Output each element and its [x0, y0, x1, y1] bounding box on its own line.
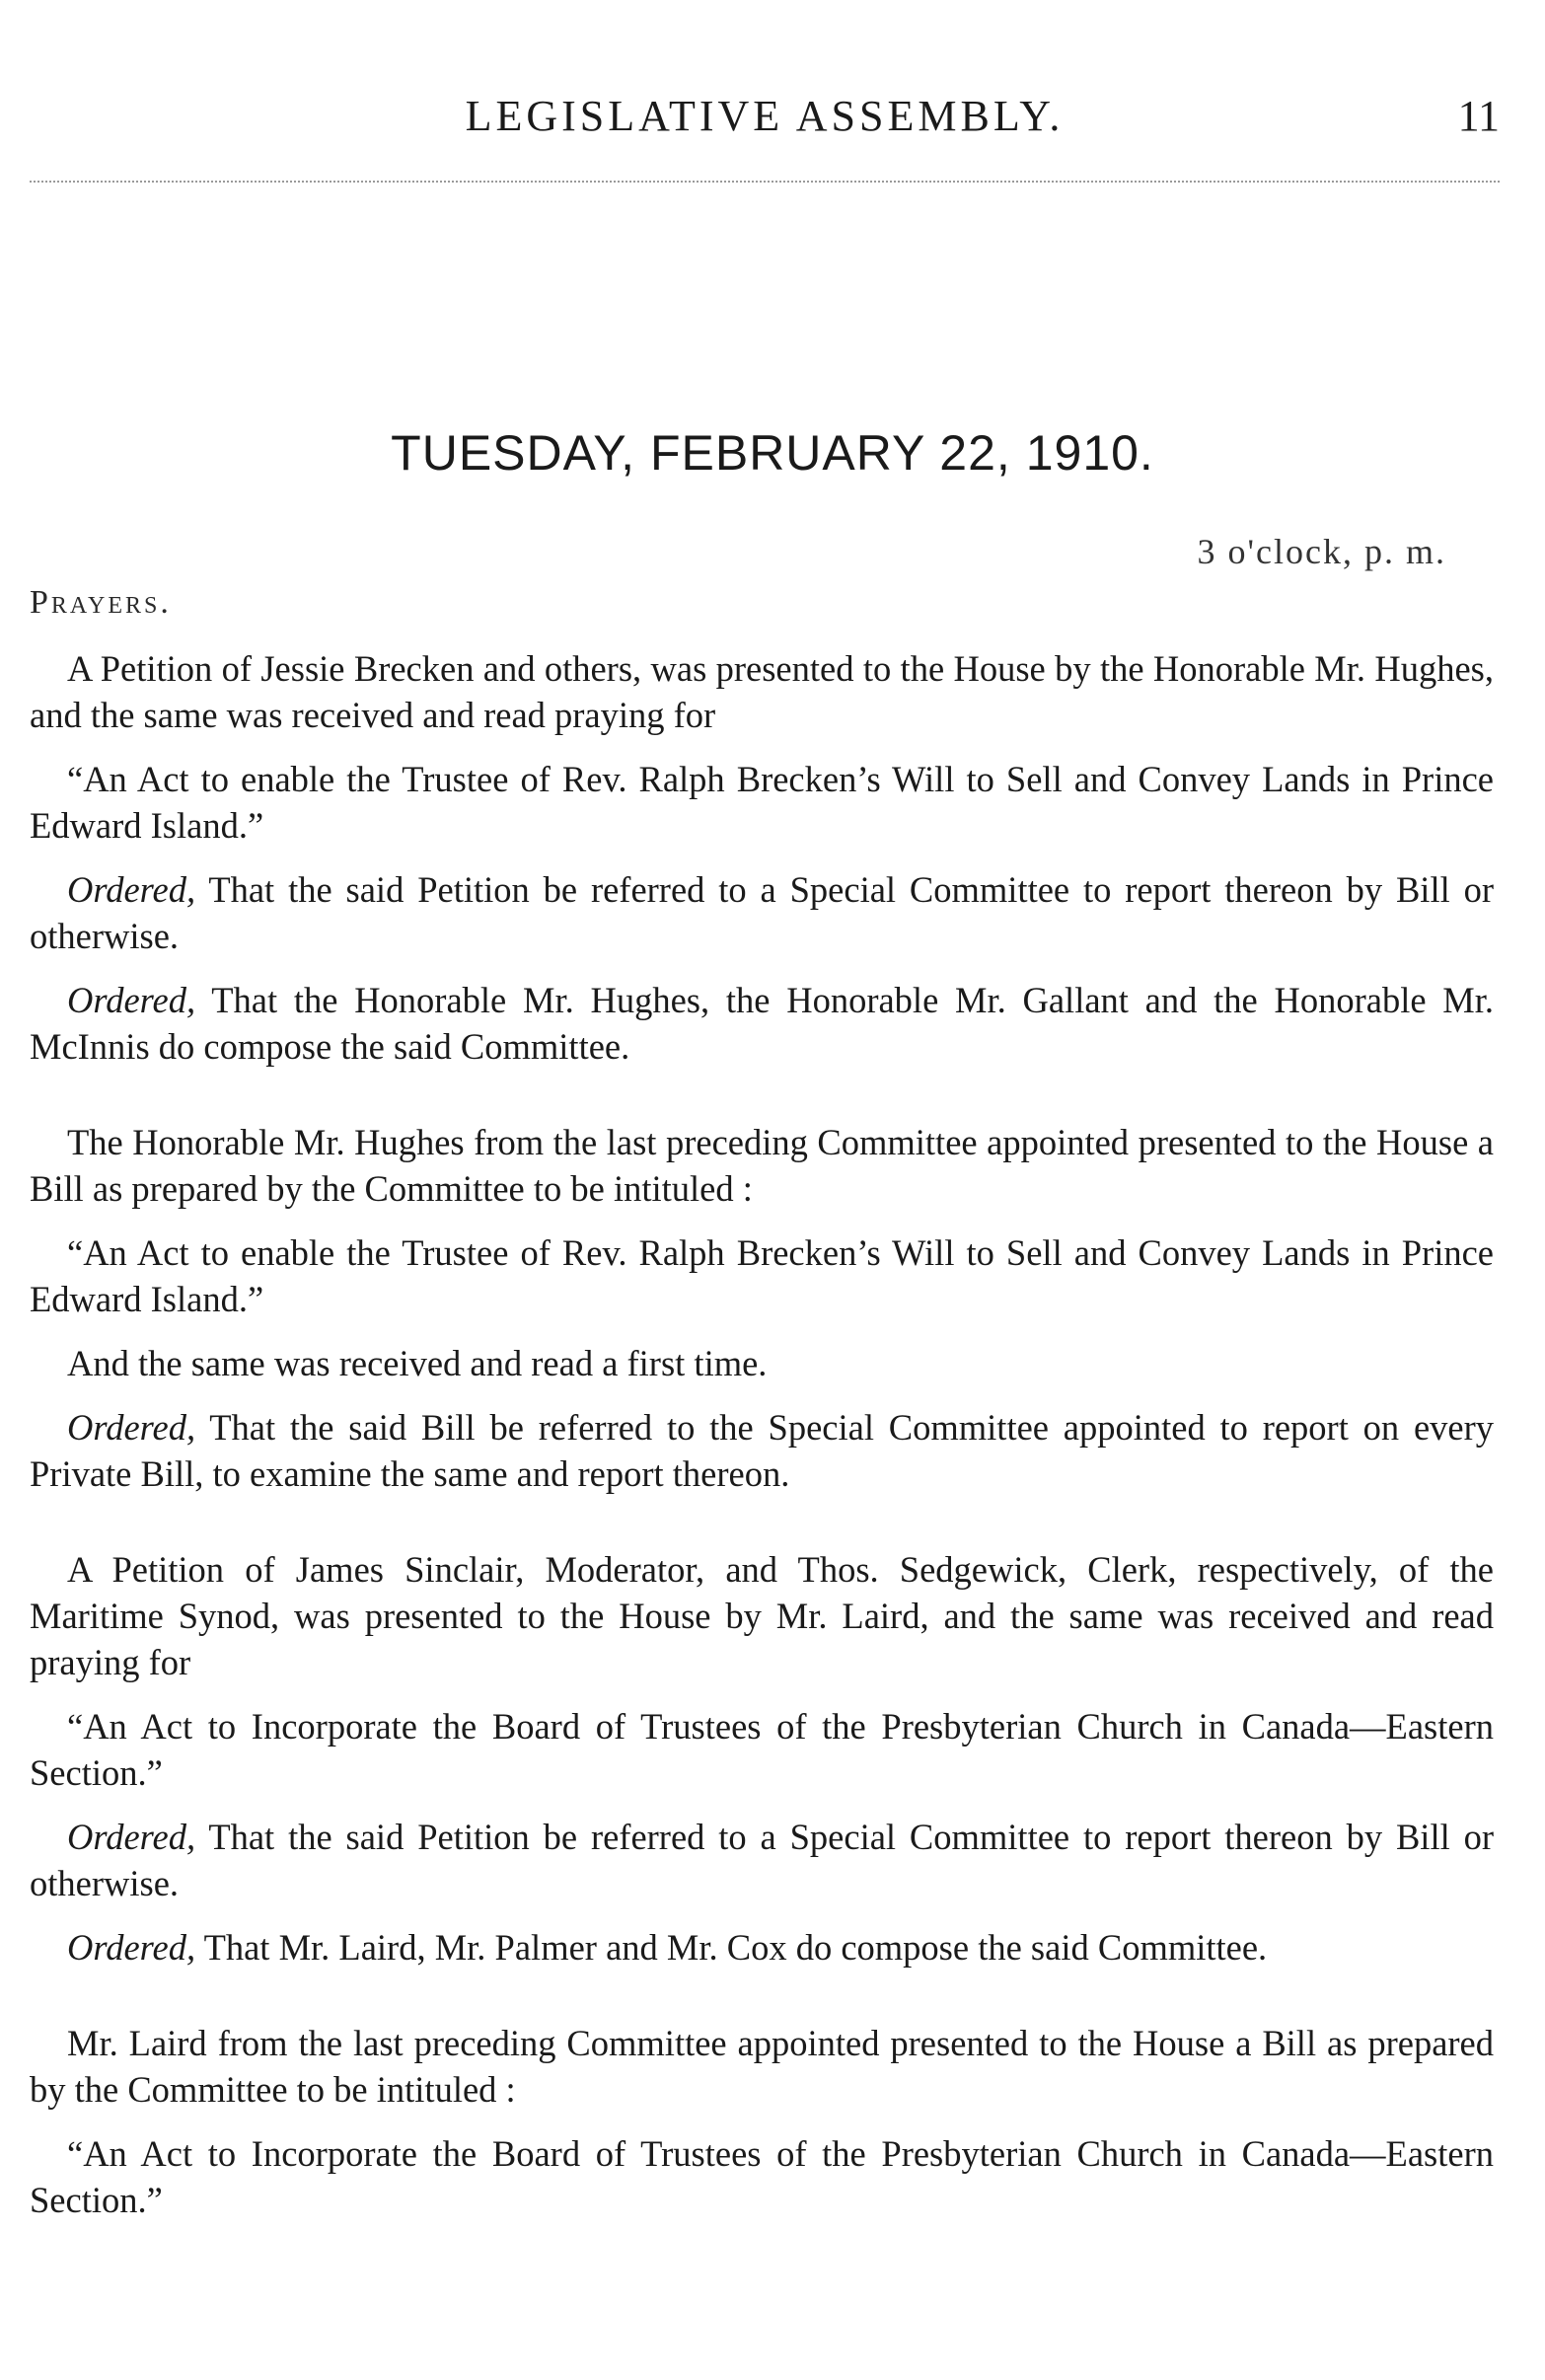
session-time: 3 o'clock, p. m.	[1197, 532, 1446, 571]
proceedings-body	[30, 645, 1494, 2241]
paragraph-text: Mr. Laird from the last preceding Committee appointed presented to the House a Bill as prepared by the Committee to be intituled :	[30, 2023, 1494, 2110]
paragraph-lead: Ordered,	[67, 1407, 196, 1448]
running-title: LEGISLATIVE ASSEMBLY.	[465, 92, 1065, 140]
paragraph-lead: Ordered,	[67, 1927, 196, 1968]
header-rule	[30, 181, 1500, 183]
paragraph	[30, 977, 1494, 1070]
paragraph	[30, 2020, 1494, 2113]
paragraph-text: A Petition of Jessie Brecken and others, was presented to the House by the Honorable Mr. Hughes, and the same was received and read praying for	[30, 648, 1494, 735]
paragraph-text: That the said Petition be referred to a Special Committee to report thereon by Bill or otherwise.	[30, 1817, 1494, 1903]
paragraph-lead: Ordered,	[67, 869, 196, 910]
paragraph-lead: Ordered,	[67, 1817, 196, 1857]
paragraph	[30, 1404, 1494, 1497]
paragraph-lead: Ordered,	[67, 980, 196, 1020]
paragraph-text: That Mr. Laird, Mr. Palmer and Mr. Cox do compose the said Committee.	[203, 1927, 1268, 1968]
paragraph	[30, 866, 1494, 959]
paragraph	[30, 1340, 1494, 1386]
paragraph-text: That the said Bill be referred to the Special Committee appointed to report on every Private Bill, to examine the same and report thereon.	[30, 1407, 1494, 1494]
paragraph	[30, 1924, 1494, 1971]
paragraph-text: That the said Petition be referred to a Special Committee to report thereon by Bill or otherwise.	[30, 869, 1494, 956]
paragraph-text: “An Act to Incorporate the Board of Trustees of the Presbyterian Church in Canada—Eastern Section.”	[30, 1706, 1494, 1793]
page-number: 11	[1457, 92, 1500, 140]
paragraph-text: “An Act to enable the Trustee of Rev. Ralph Brecken’s Will to Sell and Convey Lands in Prince Edward Island.”	[30, 1232, 1494, 1319]
paragraph-text: And the same was received and read a first time.	[67, 1343, 768, 1383]
paragraph	[30, 1119, 1494, 1212]
prayers-label: Prayers.	[30, 584, 172, 621]
paragraph-text: That the Honorable Mr. Hughes, the Honorable Mr. Gallant and the Honorable Mr. McInnis do compose the said Committee.	[30, 980, 1495, 1067]
paragraph	[30, 645, 1494, 738]
paragraph-text: The Honorable Mr. Hughes from the last preceding Committee appointed presented to the House a Bill as prepared by the Committee to be intituled :	[30, 1122, 1494, 1209]
paragraph-text: A Petition of James Sinclair, Moderator, and Thos. Sedgewick, Clerk, respectively, of the Maritime Synod, was presented to the House by Mr. Laird, and the same was received and read praying for	[30, 1549, 1494, 1682]
paragraph-text: “An Act to enable the Trustee of Rev. Ralph Brecken’s Will to Sell and Convey Lands in Prince Edward Island.”	[30, 759, 1494, 846]
date-heading: TUESDAY, FEBRUARY 22, 1910.	[391, 425, 1154, 481]
paragraph	[30, 756, 1494, 849]
paragraph	[30, 1703, 1494, 1796]
paragraph-text: “An Act to Incorporate the Board of Trustees of the Presbyterian Church in Canada—Eastern Section.”	[30, 2133, 1494, 2220]
paragraph	[30, 1546, 1494, 1685]
paragraph	[30, 1814, 1494, 1906]
paragraph	[30, 1229, 1494, 1322]
running-header	[30, 91, 1500, 150]
paragraph	[30, 2130, 1494, 2223]
